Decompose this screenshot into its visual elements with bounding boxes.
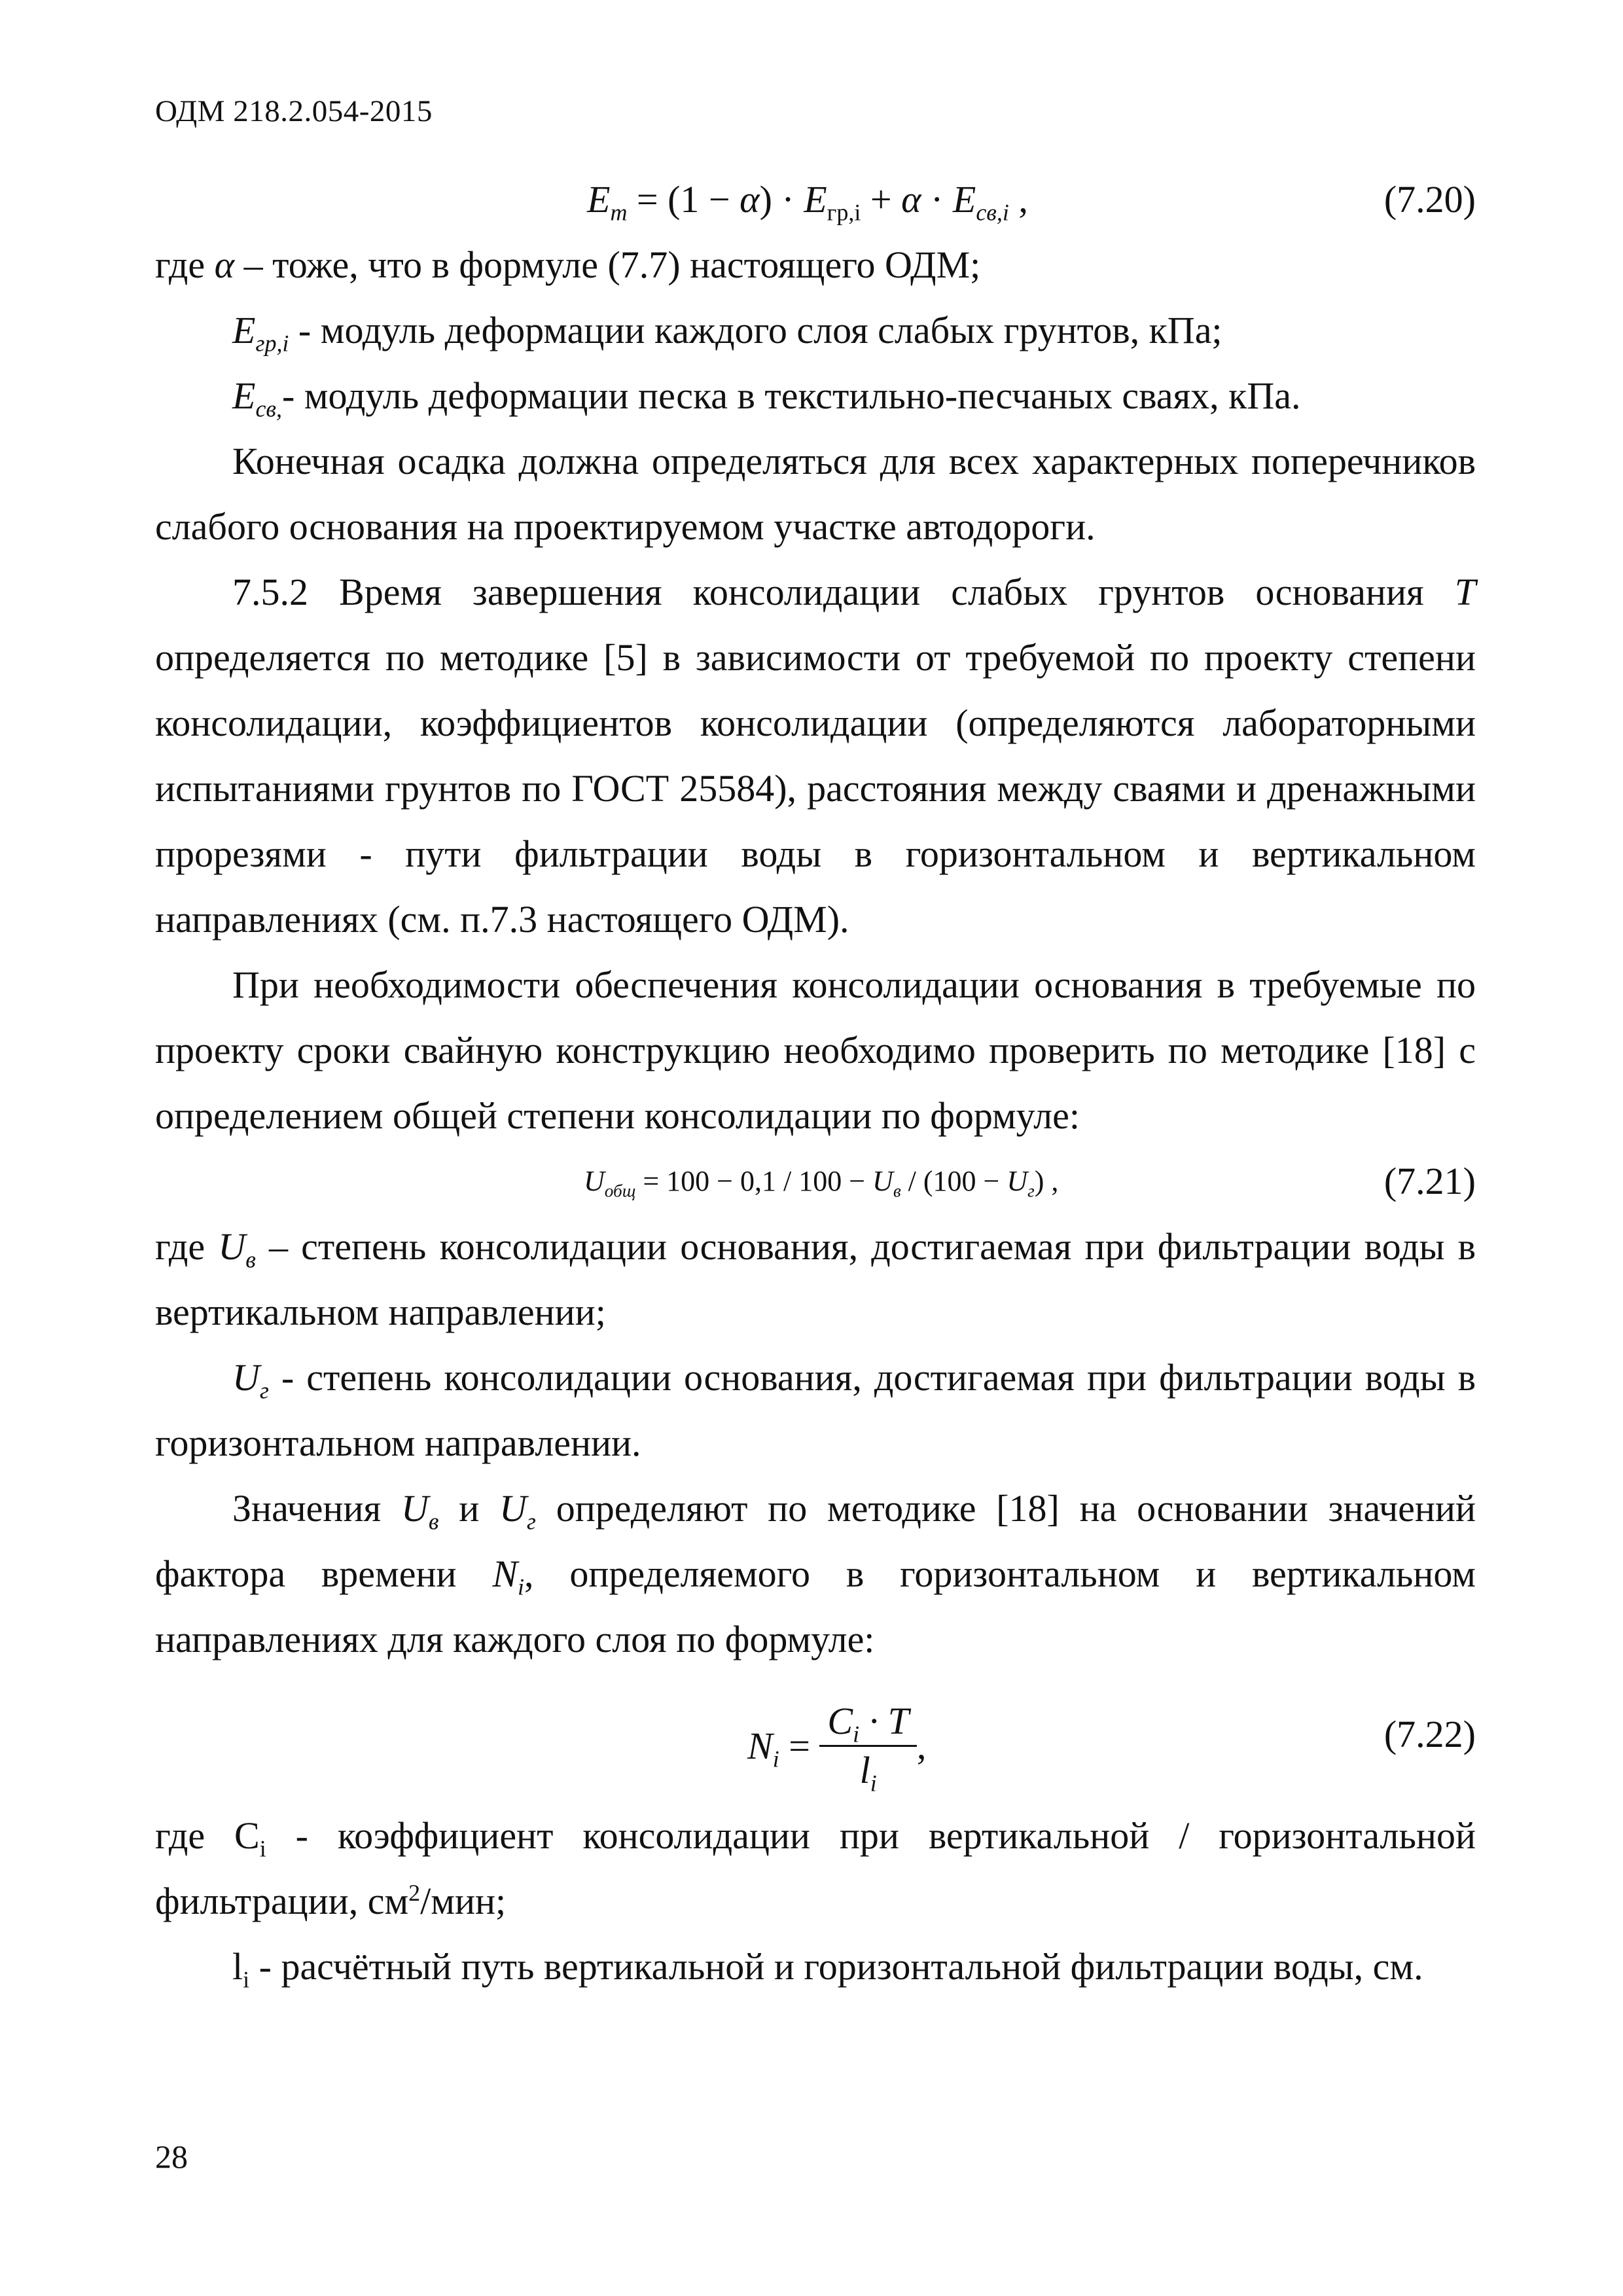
equation-7-22-body: $N_i$ = $\frac{C_i \cdot T}{l_i}$ , [747,1702,926,1798]
equation-7-21 [155,1149,1476,1214]
equation-7-22 [155,1672,1476,1803]
equation-7-20-number: (7.20) [1383,178,1476,221]
equation-7-20 [155,167,1476,232]
paragraph-egr-definition: $E_{гр,i}$ - модуль деформации каждого слоя слабых грунтов, кПа; [232,309,1222,357]
paragraph-time-factor: Значения $U_в$ и $U_г$ определяют по методике [18] на основании значений фактора времени $N_i$, определяемого в горизонтальном и вертикальном направлениях для каждого слоя по формуле: [155,1487,1476,1660]
page-number: 28 [155,2138,188,2175]
page-content [155,167,1476,2000]
fraction-numerator: $C_i \cdot T$ [819,1698,916,1747]
paragraph-li-definition: $l_i$ - расчётный путь вертикальной и горизонтальной фильтрации воды, см. [232,1945,1423,1993]
equation-7-21-number: (7.21) [1383,1160,1476,1202]
equation-7-22-fraction [819,1698,916,1797]
equation-7-20-body: $E_m = (1 - \alpha) \cdot E_{гр,i} + \alpha \cdot E_{св,i}$ , [587,178,1028,226]
paragraph-consolidation-check: При необходимости обеспечения консолидации основания в требуемые по проекту сроки свайную конструкцию необходимо проверить по методике [18] с определением общей степени консолидации по формуле: [155,963,1476,1137]
paragraph-7-5-2: 7.5.2 Время завершения консолидации слабых грунтов основания T определяется по методике [5] в зависимости от требуемой по проекту степени консолидации, коэффициентов консолидации (определяются лабораторными испытаниями грунтов по ГОСТ 25584), расстояния между сваями и дренажными прорезями - пути фильтрации воды в горизонтальном и вертикальном направлениях (см. п.7.3 настоящего ОДМ). [155,571,1476,941]
paragraph-ci-definition: где $C_i$ - коэффициент консолидации при вертикальной / горизонтальной фильтрации, $см^2$/мин; [155,1814,1476,1922]
paragraph-ug-definition: $U_г$ - степень консолидации основания, достигаемая при фильтрации воды в горизонтальном направлении. [155,1356,1476,1464]
paragraph-uv-definition: где $U_в$ – степень консолидации основания, достигаемая при фильтрации воды в вертикальном направлении; [155,1225,1476,1333]
equation-7-21-body: $U_{общ} = 100 - 0,1 / 100 - U_в / (100 - U_г)$ , [584,1165,1059,1201]
equation-7-22-number: (7.22) [1383,1713,1476,1755]
paragraph-esv-definition: $E_{св,}-$ модуль деформации песка в текстильно-песчаных сваях, кПа. [232,374,1301,422]
document-code-header: ОДМ 218.2.054-2015 [155,94,433,128]
paragraph-final-settlement: Конечная осадка должна определяться для всех характерных поперечников слабого основания на проектируемом участке автодороги. [155,440,1476,548]
paragraph-alpha-definition: где α – тоже, что в формуле (7.7) настоящего ОДМ; [155,243,981,286]
fraction-denominator: $l_i$ [859,1749,877,1797]
